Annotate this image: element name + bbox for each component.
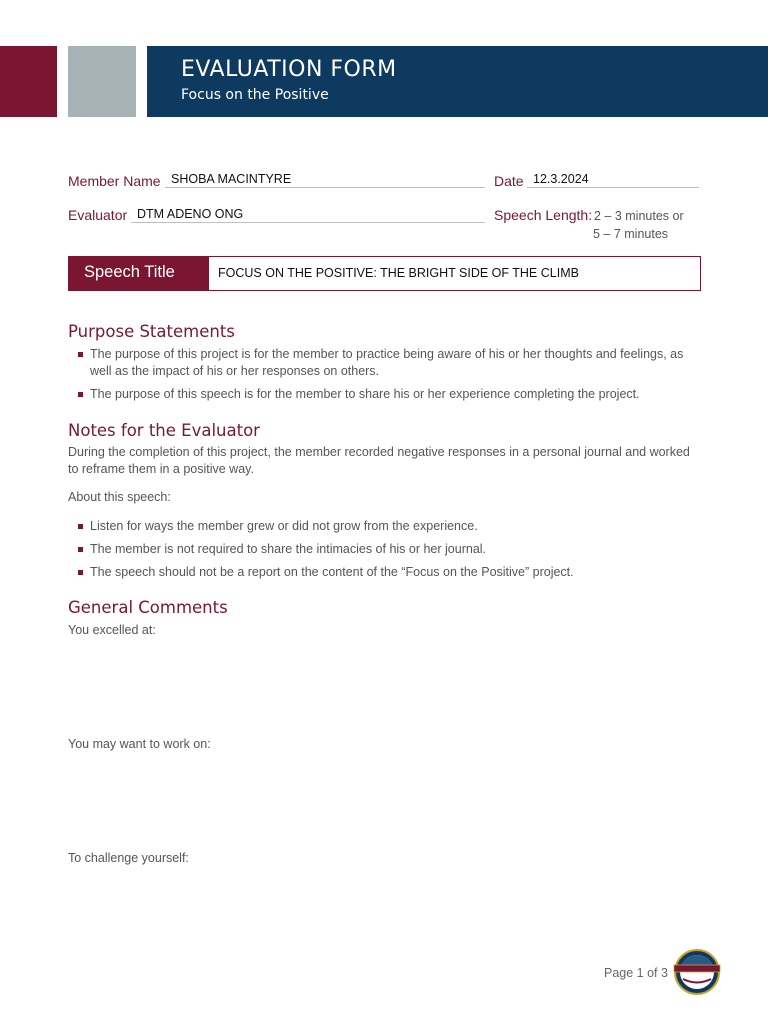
speech-title-field[interactable]: FOCUS ON THE POSITIVE: THE BRIGHT SIDE OF THE CLIMB bbox=[218, 266, 579, 280]
list-item: The member is not required to share the intimacies of his or her journal. bbox=[78, 541, 698, 558]
purpose-heading: Purpose Statements bbox=[68, 322, 235, 341]
member-name-field[interactable]: SHOBA MACINTYRE bbox=[171, 172, 292, 186]
about-speech-label: About this speech: bbox=[68, 490, 171, 504]
date-underline bbox=[527, 187, 699, 188]
toastmasters-logo-icon bbox=[671, 948, 723, 996]
date-field[interactable]: 12.3.2024 bbox=[533, 172, 589, 186]
header-accent-grey bbox=[68, 46, 136, 117]
speech-title-label: Speech Title bbox=[68, 256, 209, 291]
notes-heading: Notes for the Evaluator bbox=[68, 421, 260, 440]
bullet-square-icon bbox=[78, 547, 83, 552]
excelled-at-label: You excelled at: bbox=[68, 623, 156, 637]
speech-length-option-2: 5 – 7 minutes bbox=[593, 227, 669, 241]
general-comments-heading: General Comments bbox=[68, 598, 228, 617]
list-item: The purpose of this project is for the member to practice being aware of his or her thoughts and feelings, as well as the impact of his or her responses on others. bbox=[78, 346, 698, 380]
member-name-label: Member Name bbox=[68, 173, 161, 189]
speech-length-option-1: 2 – 3 minutes or bbox=[594, 209, 684, 223]
speech-length-label: Speech Length: bbox=[494, 207, 593, 223]
list-item: The speech should not be a report on the content of the “Focus on the Positive” project. bbox=[78, 564, 698, 581]
work-on-label: You may want to work on: bbox=[68, 737, 211, 751]
member-name-underline bbox=[165, 187, 485, 188]
bullet-square-icon bbox=[78, 392, 83, 397]
evaluator-field[interactable]: DTM ADENO ONG bbox=[137, 207, 244, 221]
purpose-list bbox=[78, 346, 698, 403]
list-item: The purpose of this speech is for the member to share his or her experience completing the project. bbox=[78, 386, 698, 403]
header-accent-red bbox=[0, 46, 57, 117]
bullet-square-icon bbox=[78, 352, 83, 357]
notes-list bbox=[78, 518, 698, 581]
form-title: EVALUATION FORM bbox=[181, 57, 397, 82]
bullet-square-icon bbox=[78, 524, 83, 529]
bullet-square-icon bbox=[78, 570, 83, 575]
list-item: Listen for ways the member grew or did not grow from the experience. bbox=[78, 518, 698, 535]
notes-paragraph: During the completion of this project, the member recorded negative responses in a personal journal and worked to reframe them in a positive way. bbox=[68, 445, 690, 476]
challenge-label: To challenge yourself: bbox=[68, 851, 189, 865]
form-subtitle: Focus on the Positive bbox=[181, 87, 329, 103]
date-label: Date bbox=[494, 173, 524, 189]
evaluator-label: Evaluator bbox=[68, 207, 128, 223]
page-number: Page 1 of 3 bbox=[604, 966, 668, 980]
evaluator-underline bbox=[131, 222, 485, 223]
